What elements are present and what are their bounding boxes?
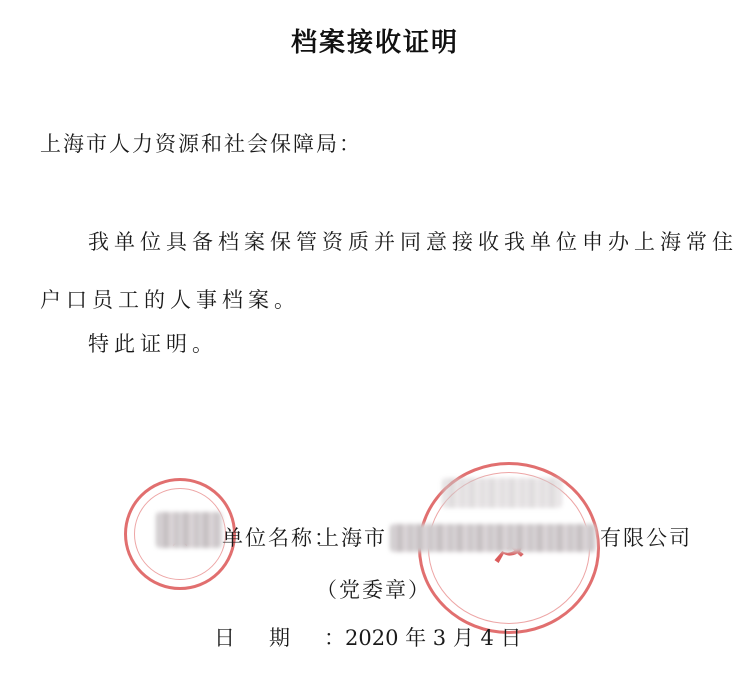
paragraph-line-2: 户口员工的人事档案。 — [40, 288, 300, 312]
date-label: 日期 — [214, 626, 324, 650]
closing-text: 特此证明。 — [88, 332, 218, 356]
redacted-blur-left — [156, 512, 222, 548]
redacted-blur-seal — [442, 478, 562, 508]
date-row — [214, 622, 522, 652]
unit-name-suffix: 有限公司 — [600, 526, 692, 550]
paragraph-line-1: 我单位具备档案保管资质并同意接收我单位申办上海常住 — [88, 230, 738, 254]
unit-name-prefix: 上海市 — [318, 526, 387, 550]
redacted-unit-name — [390, 524, 596, 552]
salutation: 上海市人力资源和社会保障局： — [40, 132, 362, 156]
unit-name-label: 单位名称： — [222, 526, 337, 550]
date-value: 2020 年 3 月 4 日 — [345, 626, 522, 650]
date-colon: ： — [324, 626, 345, 650]
party-seal-note: （党委章） — [316, 578, 431, 602]
document-title: 档案接收证明 — [290, 28, 459, 58]
